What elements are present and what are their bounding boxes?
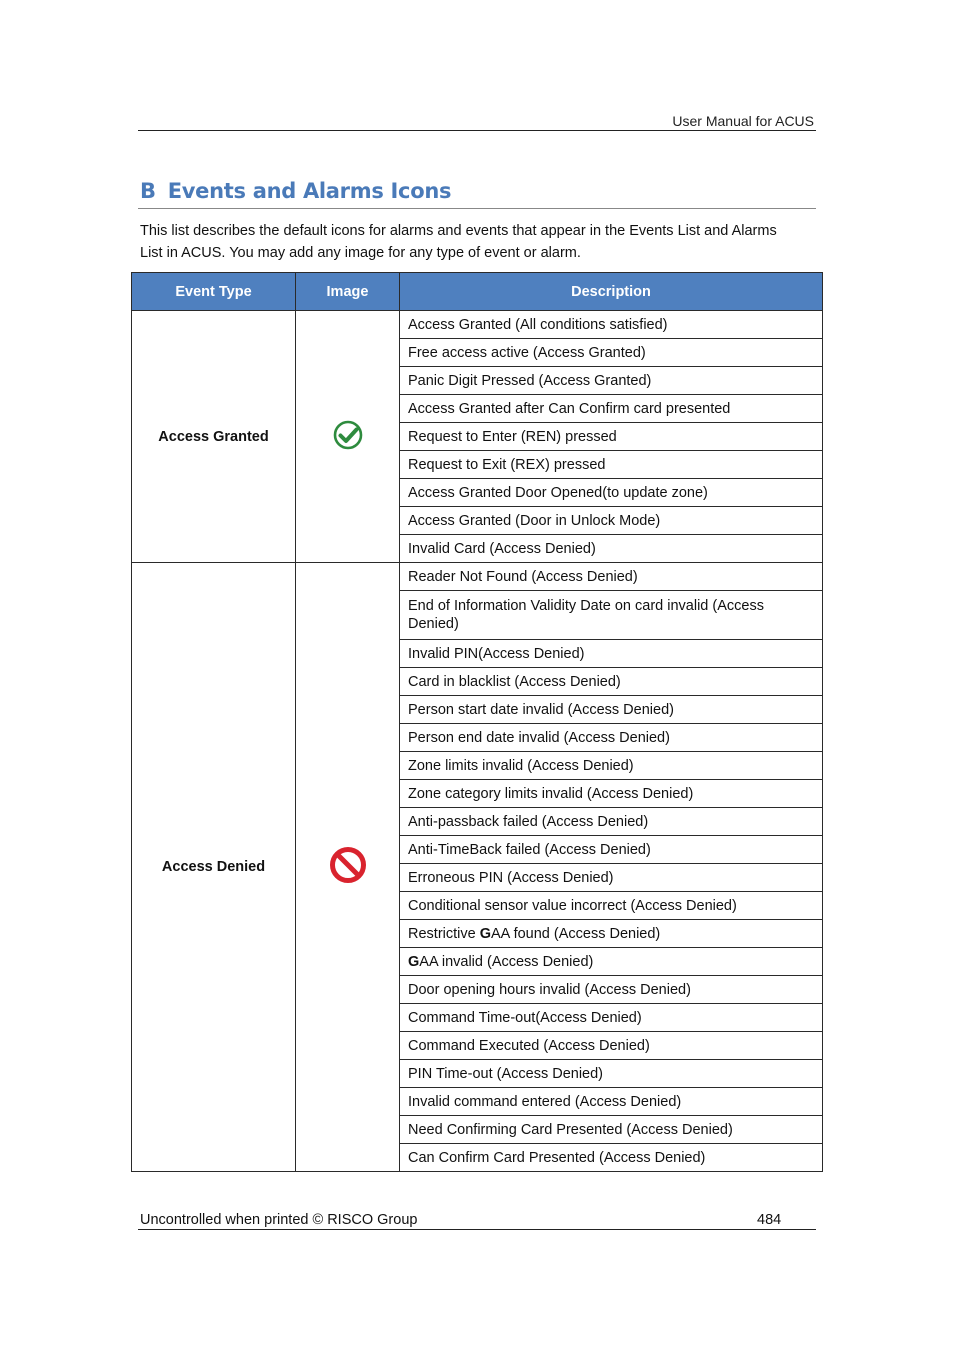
event-type-cell: Access Denied — [132, 563, 296, 1172]
description-cell: PIN Time-out (Access Denied) — [400, 1060, 823, 1088]
header-rule — [138, 130, 816, 131]
table-body — [132, 311, 823, 1172]
description-cell: Command Executed (Access Denied) — [400, 1032, 823, 1060]
table-row — [132, 311, 823, 339]
description-cell: Anti-passback failed (Access Denied) — [400, 808, 823, 836]
description-bold-text: G — [479, 925, 491, 942]
description-cell: Access Granted (All conditions satisfied) — [400, 311, 823, 339]
table-row — [132, 563, 823, 591]
check-icon — [332, 439, 364, 455]
description-cell — [400, 948, 823, 976]
table-header-row — [132, 273, 823, 311]
running-header: User Manual for ACUS — [672, 113, 814, 129]
intro-paragraph: This list describes the default icons for alarms and events that appear in the Events List and Alarms List in ACUS. You may add any image for any type of event or alarm. — [140, 223, 777, 261]
description-cell: Zone limits invalid (Access Denied) — [400, 752, 823, 780]
description-cell: Free access active (Access Granted) — [400, 339, 823, 367]
section-letter: B — [140, 179, 156, 203]
description-cell: Panic Digit Pressed (Access Granted) — [400, 367, 823, 395]
description-bold-text: G — [408, 953, 420, 970]
description-cell: Invalid Card (Access Denied) — [400, 535, 823, 563]
description-cell: Can Confirm Card Presented (Access Denied) — [400, 1144, 823, 1172]
description-cell: Zone category limits invalid (Access Denied) — [400, 780, 823, 808]
description-cell: End of Information Validity Date on card invalid (Access Denied) — [400, 591, 823, 640]
description-cell: Access Granted (Door in Unlock Mode) — [400, 507, 823, 535]
description-text: Restrictive — [408, 925, 480, 942]
description-text: AA invalid (Access Denied) — [419, 953, 594, 970]
description-cell: Request to Exit (REX) pressed — [400, 451, 823, 479]
description-cell: Card in blacklist (Access Denied) — [400, 668, 823, 696]
column-header-description: Description — [400, 273, 823, 311]
footer-text: Uncontrolled when printed © RISCO Group — [140, 1212, 418, 1228]
heading-rule — [138, 208, 816, 209]
description-cell: Conditional sensor value incorrect (Access Denied) — [400, 892, 823, 920]
events-icons-table — [131, 272, 823, 1172]
description-cell: Need Confirming Card Presented (Access Denied) — [400, 1116, 823, 1144]
column-header-image: Image — [296, 273, 400, 311]
description-cell: Person end date invalid (Access Denied) — [400, 724, 823, 752]
description-cell: Command Time-out(Access Denied) — [400, 1004, 823, 1032]
description-cell: Invalid command entered (Access Denied) — [400, 1088, 823, 1116]
page-number: 484 — [757, 1212, 782, 1228]
section-title-text: Events and Alarms Icons — [167, 179, 452, 203]
description-cell: Access Granted Door Opened(to update zone) — [400, 479, 823, 507]
event-image-cell — [296, 563, 400, 1172]
no-entry-icon — [328, 873, 368, 889]
column-header-event-type: Event Type — [132, 273, 296, 311]
description-cell — [400, 920, 823, 948]
description-text: AA found (Access Denied) — [491, 925, 661, 942]
description-cell: Erroneous PIN (Access Denied) — [400, 864, 823, 892]
description-cell: Access Granted after Can Confirm card presented — [400, 395, 823, 423]
footer-rule — [138, 1229, 816, 1230]
event-type-cell: Access Granted — [132, 311, 296, 563]
description-cell: Invalid PIN(Access Denied) — [400, 640, 823, 668]
event-image-cell — [296, 311, 400, 563]
description-cell: Request to Enter (REN) pressed — [400, 423, 823, 451]
description-cell: Reader Not Found (Access Denied) — [400, 563, 823, 591]
description-cell: Door opening hours invalid (Access Denied) — [400, 976, 823, 1004]
section-heading — [140, 179, 451, 203]
description-cell: Person start date invalid (Access Denied) — [400, 696, 823, 724]
description-cell: Anti-TimeBack failed (Access Denied) — [400, 836, 823, 864]
